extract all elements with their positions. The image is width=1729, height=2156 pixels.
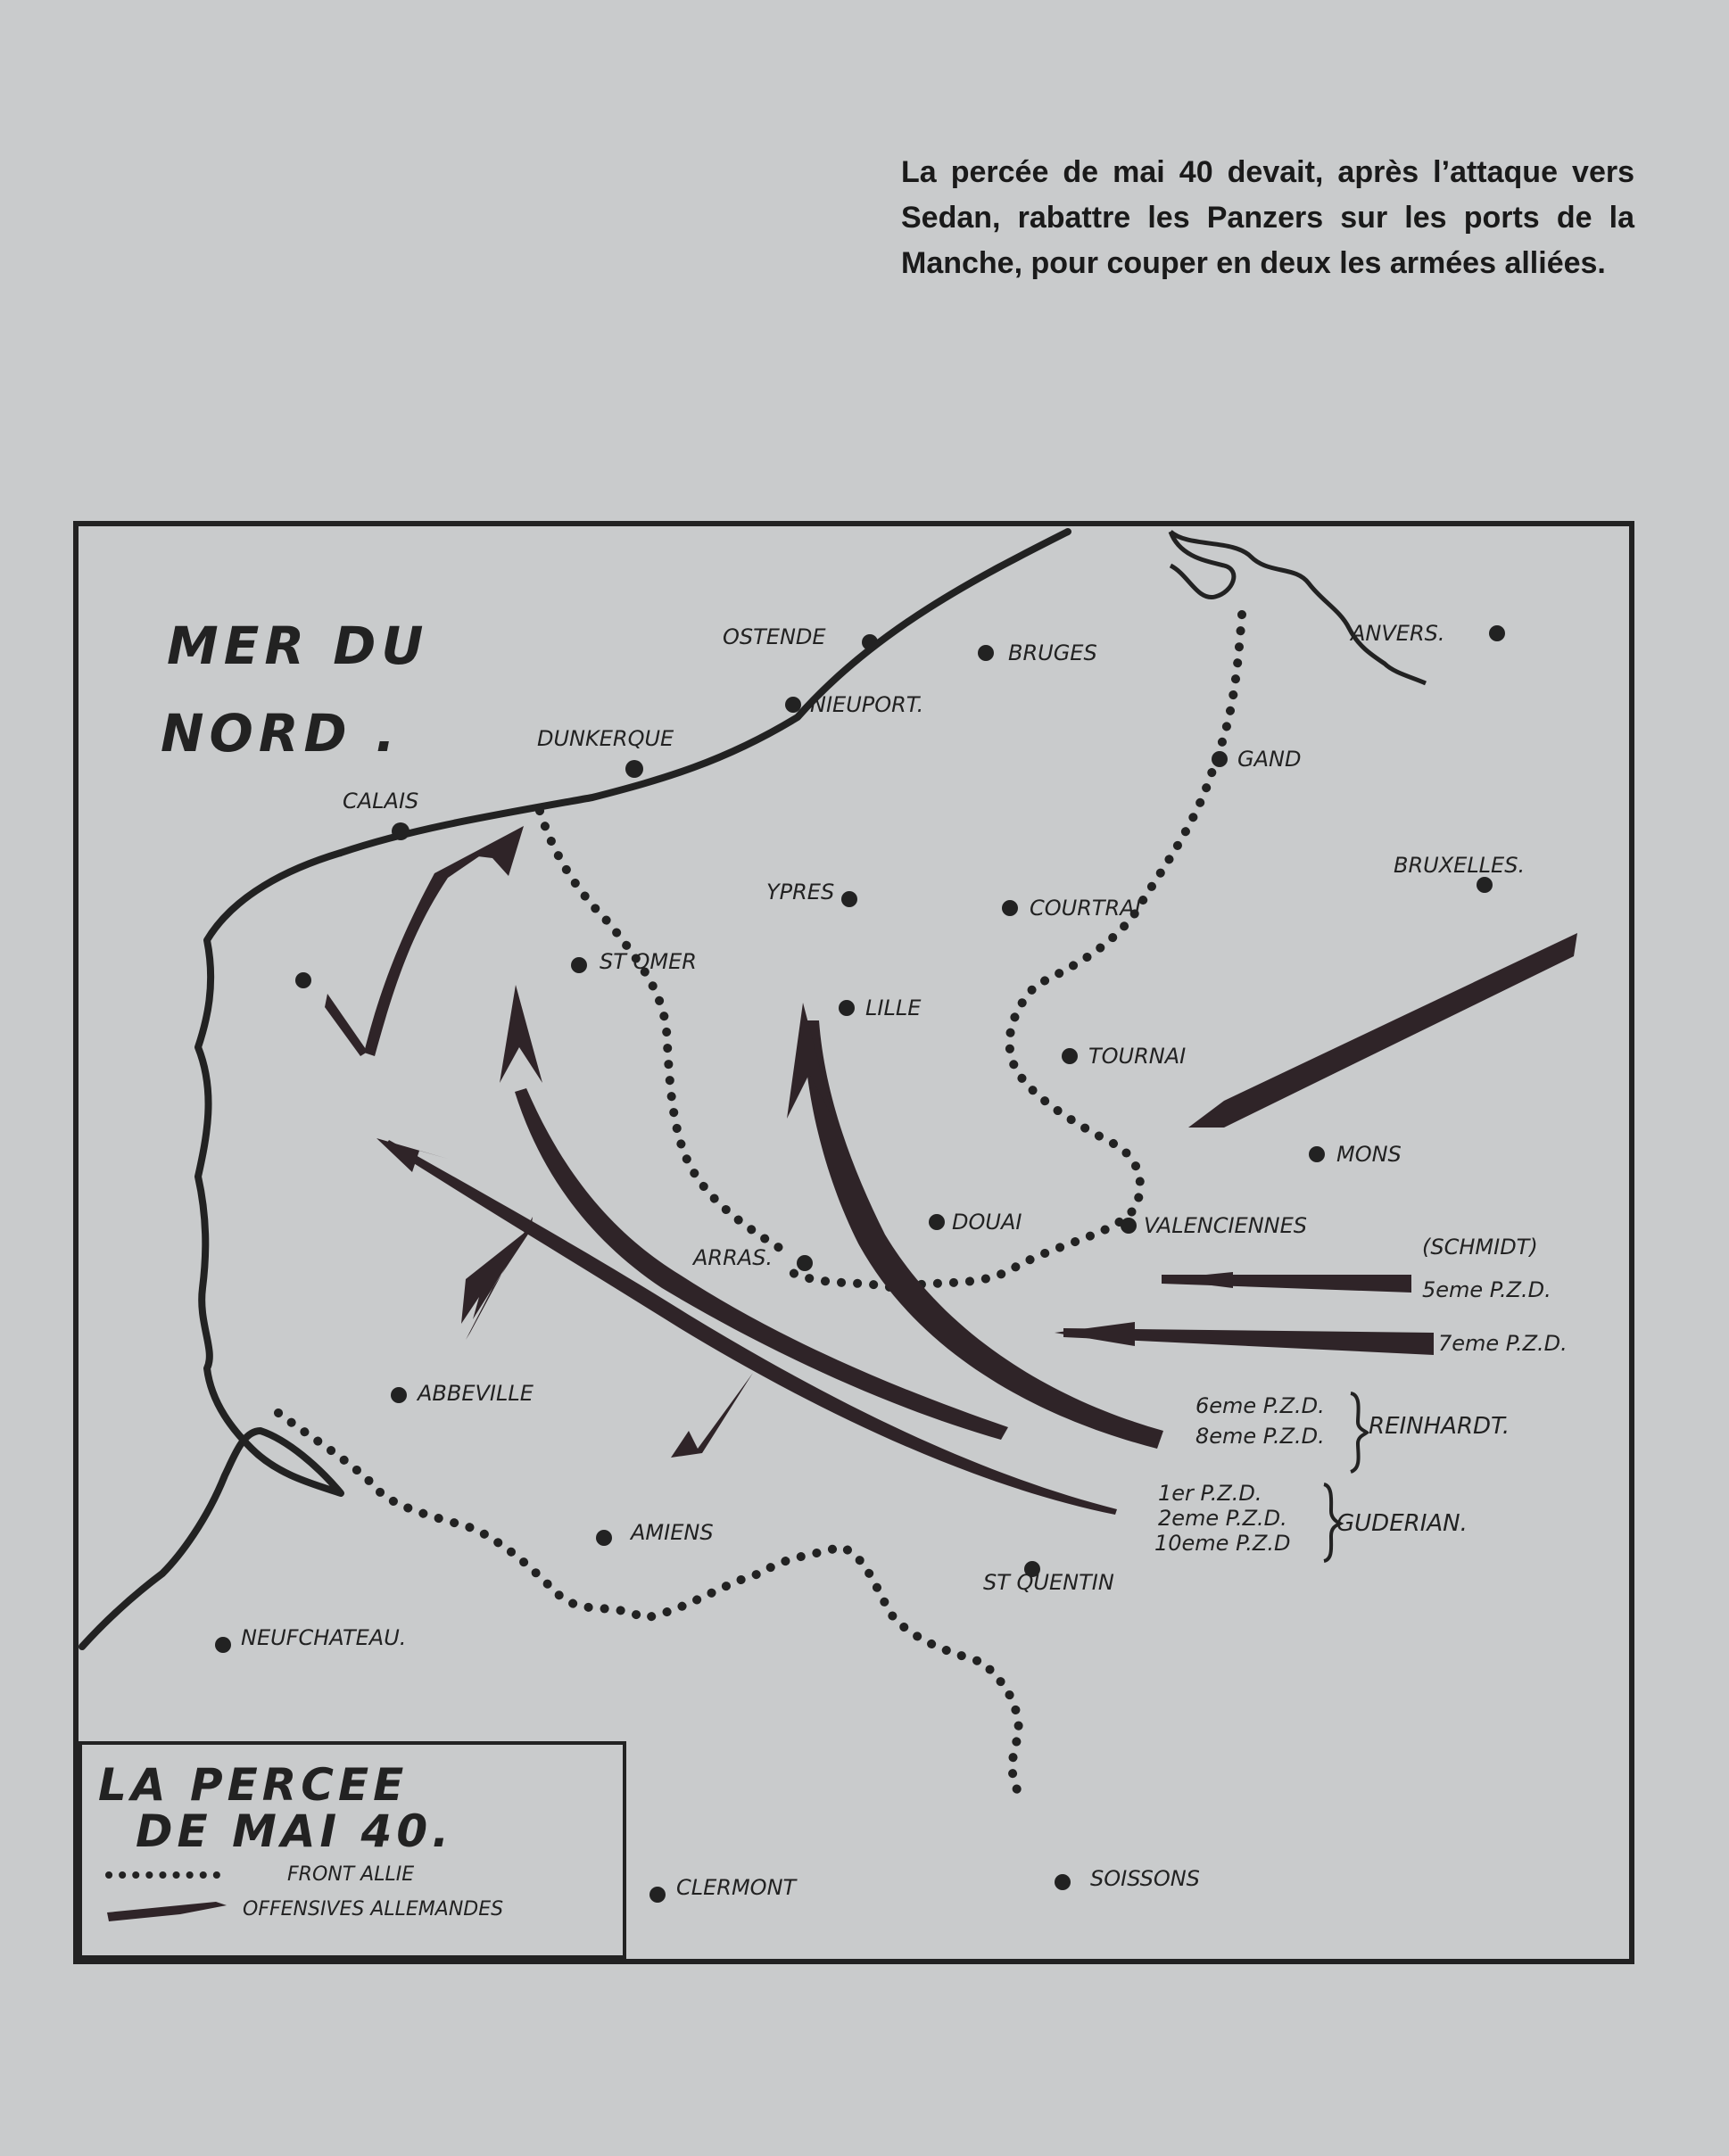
label-stomer: ST OMER <box>600 949 697 974</box>
label-neufchateau: NEUFCHATEAU. <box>241 1625 407 1650</box>
label-courtrai: COURTRAI <box>1030 896 1141 921</box>
label-nieuport: NIEUPORT. <box>810 692 924 717</box>
brace-reinhardt <box>1351 1393 1367 1472</box>
label-guderian: GUDERIAN. <box>1336 1510 1468 1537</box>
label-amiens: AMIENS <box>631 1520 714 1545</box>
offensive-arrows <box>325 826 1577 1515</box>
label-8-pzd: 8eme P.Z.D. <box>1195 1424 1325 1449</box>
legend-title-line1: LA PERCEE <box>98 1759 409 1811</box>
sea-label-line1: MER DU <box>167 615 429 676</box>
caption-text: La percée de mai 40 devait, après l’attaque vers Sedan, rabattre les Panzers sur les ports de la Manche, pour couper en deux les armées alliées. <box>901 155 1634 280</box>
label-douai: DOUAI <box>952 1210 1022 1235</box>
label-clermont: CLERMONT <box>676 1875 797 1900</box>
label-7-pzd: 7eme P.Z.D. <box>1438 1331 1568 1356</box>
label-10-pzd: 10eme P.Z.D <box>1154 1531 1291 1556</box>
label-lille: LILLE <box>865 995 922 1020</box>
label-reinhardt: REINHARDT. <box>1369 1413 1510 1440</box>
map <box>73 521 1634 1964</box>
label-mons: MONS <box>1336 1142 1402 1167</box>
label-bruges: BRUGES <box>1008 640 1097 665</box>
legend <box>80 1743 625 1957</box>
city-markers <box>215 625 1505 1903</box>
label-ostende: OSTENDE <box>723 624 826 649</box>
brace-guderian <box>1324 1484 1340 1561</box>
label-6-pzd: 6eme P.Z.D. <box>1195 1393 1325 1418</box>
legend-front-label: FRONT ALLIE <box>287 1863 415 1886</box>
label-valenciennes: VALENCIENNES <box>1144 1213 1307 1238</box>
label-tournai: TOURNAI <box>1088 1044 1187 1069</box>
legend-offensive-symbol <box>107 1902 227 1921</box>
label-ypres: YPRES <box>766 880 835 905</box>
label-bruxelles: BRUXELLES. <box>1394 853 1526 878</box>
label-dunkerque: DUNKERQUE <box>537 726 674 751</box>
label-anvers: ANVERS. <box>1351 621 1445 646</box>
label-schmidt: (SCHMIDT) <box>1422 1235 1538 1260</box>
label-1-pzd: 1er P.Z.D. <box>1158 1481 1262 1506</box>
label-soissons: SOISSONS <box>1090 1866 1200 1891</box>
map-canvas <box>73 521 1634 1964</box>
label-gand: GAND <box>1237 747 1302 772</box>
label-5-pzd: 5eme P.Z.D. <box>1422 1277 1551 1302</box>
label-calais: CALAIS <box>343 789 419 814</box>
legend-title-line2: DE MAI 40. <box>136 1805 454 1857</box>
label-arras: ARRAS. <box>693 1245 774 1270</box>
front-line-somme <box>278 1413 1021 1797</box>
label-abbeville: ABBEVILLE <box>418 1381 534 1406</box>
label-stquentin: ST QUENTIN <box>983 1570 1114 1595</box>
label-2-pzd: 2eme P.Z.D. <box>1158 1506 1287 1531</box>
river-scheldt <box>1171 532 1426 683</box>
sea-label-line2: NORD . <box>161 703 401 764</box>
legend-offensive-label: OFFENSIVES ALLEMANDES <box>243 1898 504 1921</box>
